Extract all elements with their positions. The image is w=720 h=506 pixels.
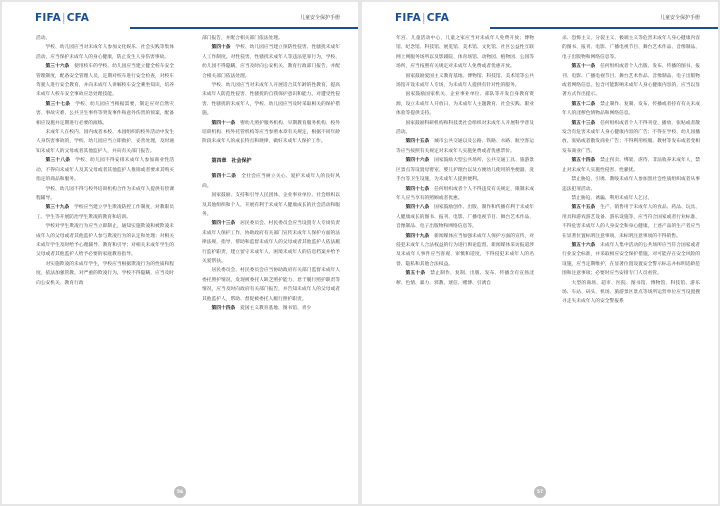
article-paragraph: [36, 43, 174, 62]
article-number: 第四十条: [211, 45, 231, 51]
article-number: 第三十九条: [45, 205, 70, 211]
article-text: 禁止拐卖、绑架、虐待、非法收养未成年人，禁止对未成年人实施性侵害、性骚扰。: [562, 158, 700, 173]
article-number: 第五十条: [405, 271, 426, 277]
article-number: 第四十三条: [211, 221, 236, 227]
text-column-1: [396, 34, 534, 288]
article-text: 全社会应当树立关心、爱护未成年人的良好风尚。: [202, 174, 340, 189]
article-number: 第三十八条: [45, 158, 71, 164]
article-text: 未成年人集中活动的公共场所应当符合国家或者行业安全标准，并采取相应安全保护措施。对可能存在安全风险的设施，应当定期维护，在显著位置设置安全警示标志并标明适龄范围和注意事项；必要时应当安排专门人员看管。: [562, 242, 700, 277]
article-paragraph: [202, 266, 340, 304]
article-text: 国家鼓励、支持和引导人民团体、企业事业单位、社会组织以及其他组织和个人，开展有利于未成年人健康成长的社会活动和服务。: [202, 193, 340, 217]
article-paragraph: [396, 119, 534, 138]
text-column-1: [36, 34, 174, 288]
article-text: 禁止制作、复制、发布、传播或者持有有关未成年人的淫秽色情物品和网络信息。: [562, 101, 700, 117]
article-paragraph: [562, 156, 700, 175]
article-paragraph: [562, 203, 700, 241]
article-number: 第三十七条: [45, 101, 71, 107]
article-number: 第四十一条: [211, 120, 236, 126]
article-number: 第三十六条: [45, 64, 70, 70]
article-paragraph: [396, 137, 534, 156]
article-text: 部门报告，并配合相关部门依法处理。: [202, 36, 283, 41]
article-text: 大型的商场、超市、医院、图书馆、博物馆、科技馆、游乐场、车站、码头、机场、旅游景区景点等场所运营单位应当设置搜寻走失未成年人的安全警报系: [562, 280, 700, 305]
article-paragraph: [36, 222, 174, 260]
header-rule: [490, 27, 718, 29]
article-text: 居民委员会、村民委员会应当设置专人专岗负责未成年人保护工作，协助政府有关部门宣传未成年人保护方面的法律法规，指导、帮助和监督未成年人的父母或者其他监护人依法履行监护职责，建立留守未成年人、困境未成年人的信息档案并给予关爱帮扶。: [202, 221, 340, 264]
article-paragraph: [396, 156, 534, 184]
section-heading: [202, 157, 340, 166]
article-text: 学校、幼儿园应当对未成年人参加文化娱乐、社会实践等集体活动，应当保护未成年人的身心健康，防止发生人身伤害事故。: [36, 45, 174, 60]
article-text: 国家鼓励创作、出版、制作和传播有利于未成年人健康成长的图书、报刊、电影、广播电视节目、舞台艺术作品、音像制品、电子出版物和网络信息等。: [396, 205, 534, 230]
fifa-cfa-logo: FIFA|CFA: [395, 12, 450, 24]
article-text: 第四章 社会保护: [211, 157, 252, 164]
header-title: 儿童安全保护手册: [659, 15, 700, 21]
article-text: 城市公共交通以及公路、铁路、水路、航空客运等应当按照有关规定对未成年人实施免费或者优惠票价。: [396, 139, 534, 154]
text-column-2: [202, 34, 340, 313]
article-number: 第四十二条: [211, 174, 237, 180]
article-paragraph: [562, 279, 700, 307]
article-number: 第四十九条: [405, 233, 430, 239]
page-number: 57: [534, 486, 546, 498]
article-number: 第五十五条: [571, 205, 596, 211]
page-header: [2, 12, 358, 26]
article-text: 国家鼓励国家机关、企业事业单位、部队等开发自身教育资源，设立未成年人开放日，为未成年人主题教育、社会实践、职业体验等提供支持。: [396, 92, 534, 117]
article-paragraph: [202, 81, 340, 119]
article-text: 禁止胁迫、引诱、教唆未成年人参加黑社会性质组织或者从事违法犯罪活动。: [562, 177, 700, 192]
article-text: 任何组织或者个人不得违反有关规定，限制未成年人应当享有的照顾或者优惠。: [396, 186, 534, 201]
article-paragraph: [562, 62, 700, 100]
article-paragraph: [396, 232, 534, 270]
article-paragraph: [202, 219, 340, 266]
article-text: 禁止制作、复制、出版、发布、传播含有宣扬淫秽、色情、暴力、邪教、迷信、赌博、引诱自: [396, 271, 534, 286]
article-number: 第四十八条: [405, 205, 430, 211]
article-number: 第五十三条: [571, 120, 596, 126]
article-paragraph: [562, 241, 700, 279]
article-paragraph: [396, 269, 534, 288]
left-page: [2, 2, 358, 504]
article-text: 国家鼓励大型公共场所、公共交通工具、旅游景区景点等设置母婴室、婴儿护理台以及方便幼儿使用的坐便器、洗手台等卫生设施，为未成年人提供便利。: [396, 158, 534, 183]
article-number: 第五十六条: [571, 242, 596, 248]
article-paragraph: [202, 304, 340, 313]
page-number: 56: [174, 486, 186, 498]
article-paragraph: [396, 90, 534, 118]
fifa-cfa-logo: FIFA|CFA: [35, 12, 90, 24]
article-text: 对实施欺凌的未成年学生，学校应当根据欺凌行为的性质和程度，依法加强管教。对严重的欺凌行为，学校不得隐瞒，应当及时向公安机关、教育行政: [36, 261, 174, 286]
header-rule: [130, 27, 358, 29]
text-column-2: [562, 34, 700, 307]
article-paragraph: [36, 128, 174, 156]
article-number: 第五十四条: [571, 158, 596, 164]
article-paragraph: [202, 191, 340, 219]
article-paragraph: [202, 119, 340, 147]
article-text: 学校、幼儿园应当建立预防性侵害、性骚扰未成年人工作制度。对性侵害、性骚扰未成年人等违法犯罪行为，学校、幼儿园不得隐瞒，应当及时向公安机关、教育行政部门报告，并配合相关部门依法处理。: [202, 45, 340, 79]
article-paragraph: [36, 62, 174, 100]
article-text: 学校、幼儿园不得与校外培训机构合作为未成年人提供有偿课程辅导。: [36, 186, 174, 201]
article-text: 任何组织或者个人出版、发布、传播的图书、报刊、电影、广播电视节目、舞台艺术作品、音像制品、电子出版物或者网络信息，包含可能影响未成年人身心健康内容的，应当以显著方式作出提示。: [562, 64, 700, 98]
article-text: 学校对学生欺凌行为应当立即制止，通知实施欺凌和被欺凌未成年人的父母或者其他监护人参与欺凌行为的认定和处理；对相关未成年学生及时给予心理辅导、教育和引导；对相关未成年学生的父母或者其他监护人给予必要的家庭教育指导。: [36, 224, 174, 258]
article-text: 国家鼓励科研机构和科技类社会组织对未成年人开展科学普及活动。: [396, 120, 534, 136]
article-text: 生产、销售用于未成年人的食品、药品、玩具、用具和游戏游艺设备、游乐设施等，应当符合国家或者行业标准，不得危害未成年人的人身安全和身心健康。上述产品的生产者应当在显著位置标明注意事项，未标明注意事项的不得销售。: [562, 205, 700, 239]
article-paragraph: [396, 185, 534, 204]
article-paragraph: [202, 172, 340, 191]
header-title: 儿童安全保护手册: [299, 15, 340, 21]
article-number: 第四十七条: [405, 186, 430, 192]
article-text: 居民委员会、村民委员会应当协助政府有关部门监督未成年人委托照护情况，发现被委托人缺乏照护能力、怠于履行照护职责等情况，应当及时向政府有关部门报告，并告知未成年人的父母或者其他监护人，帮助、督促被委托人履行照护职责。: [202, 268, 340, 302]
article-text: 学校、幼儿园应当根据需要，制定应对自然灾害、事故灾难、公共卫生事件等突发事件和意外伤害的预案，配备相应设施并定期进行必要的演练。: [36, 101, 174, 126]
article-text: 学校应当建立学生欺凌防控工作制度，对教职员工、学生等开展防治学生欺凌的教育和培训。: [36, 205, 174, 220]
article-text: 年宫、儿童活动中心、儿童之家应当对未成年人免费开放；博物馆、纪念馆、科技馆、展览馆、美术馆、文化馆、社区公益性互联网上网服务场所以及影剧院、体育场馆、动物园、植物园、公园等场所，应当按照有关规定对未成年人免费或者优惠开放。: [396, 36, 534, 70]
article-paragraph: [36, 203, 174, 222]
article-number: 第四十四条: [211, 305, 236, 311]
article-paragraph: [396, 203, 534, 231]
article-text: 任何组织或者个人不得刊登、播放、张贴或者散发含有危害未成年人身心健康内容的广告；不得在学校、幼儿园播放、张贴或者散发商业广告；不得利用校服、教材等发布或者变相发布商业广告。: [562, 120, 700, 154]
article-number: 第五十一条: [571, 64, 596, 70]
page-header: [362, 12, 718, 26]
article-text: 杀、恐怖主义、分裂主义、极端主义等危害未成年人身心健康内容的图书、报刊、电影、广播电视节目、舞台艺术作品、音像制品、电子出版物和网络信息等。: [562, 36, 700, 60]
article-paragraph: [202, 43, 340, 81]
article-paragraph: [36, 100, 174, 128]
article-paragraph: [562, 194, 700, 203]
article-text: 未成年人在校内、园内或者本校、本园组织的校外活动中发生人身伤害事故的，学校、幼儿园应当立即救护，妥善处理，及时通知未成年人的父母或者其他监护人，并向有关部门报告。: [36, 130, 174, 154]
article-paragraph: [562, 119, 700, 157]
article-paragraph: [562, 34, 700, 62]
article-number: 第四十五条: [405, 139, 430, 145]
article-paragraph: [396, 34, 534, 72]
article-paragraph: [562, 175, 700, 194]
article-text: 爱国主义教育基地、图书馆、青少: [240, 305, 312, 311]
article-text: 国家鼓励爱国主义教育基地、博物馆、科技馆、美术馆等公共场馆开设未成年人专场，为未成年人提供有针对性的服务。: [396, 73, 534, 89]
article-number: 第四十六条: [405, 158, 430, 164]
article-text: 学校、幼儿园不得安排未成年人参加商业性活动，不得向未成年人及其父母或者其他监护人推销或者要求其购买指定的商品和服务。: [36, 158, 174, 183]
article-paragraph: [36, 260, 174, 288]
article-text: 新闻媒体应当加强未成年人保护方面的宣传，对侵犯未成年人合法权益的行为进行舆论监督。新闻媒体采访报道涉及未成年人事件应当客观、审慎和适度，不得侵犯未成年人的名誉、隐私和其他合法权益。: [396, 233, 534, 267]
article-text: 活动。: [36, 36, 51, 41]
article-paragraph: [396, 72, 534, 91]
article-text: 使用校车的学校、幼儿园应当建立健全校车安全管理制度，配备安全管理人员，定期对校车进行安全检查，对校车驾驶人进行安全教育，并向未成年人讲解校车安全乘坐知识，培养未成年人校车安全事故应急处理技能。: [36, 64, 174, 98]
article-text: 学校、幼儿园应当对未成年人开展适合其年龄的性教育，提高未成年人防范性侵害、性骚扰的自我保护意识和能力。对遭受性侵害、性骚扰的未成年人，学校、幼儿园应当及时采取相关的保护措施。: [202, 83, 340, 117]
right-page: [362, 2, 718, 504]
article-text: 禁止胁迫、诱骗、利用未成年人乞讨。: [571, 195, 653, 201]
article-paragraph: [202, 34, 340, 43]
article-number: 第五十二条: [571, 101, 596, 107]
article-paragraph: [36, 156, 174, 184]
article-paragraph: [562, 100, 700, 119]
article-paragraph: [36, 34, 174, 43]
article-text: 婴幼儿照护服务机构、早期教育服务机构、校外培训机构、校外托管机构等应当参照本章有关规定，根据不同年龄阶段未成年人的成长特点和规律，做好未成年人保护工作。: [202, 120, 340, 145]
article-paragraph: [36, 185, 174, 204]
